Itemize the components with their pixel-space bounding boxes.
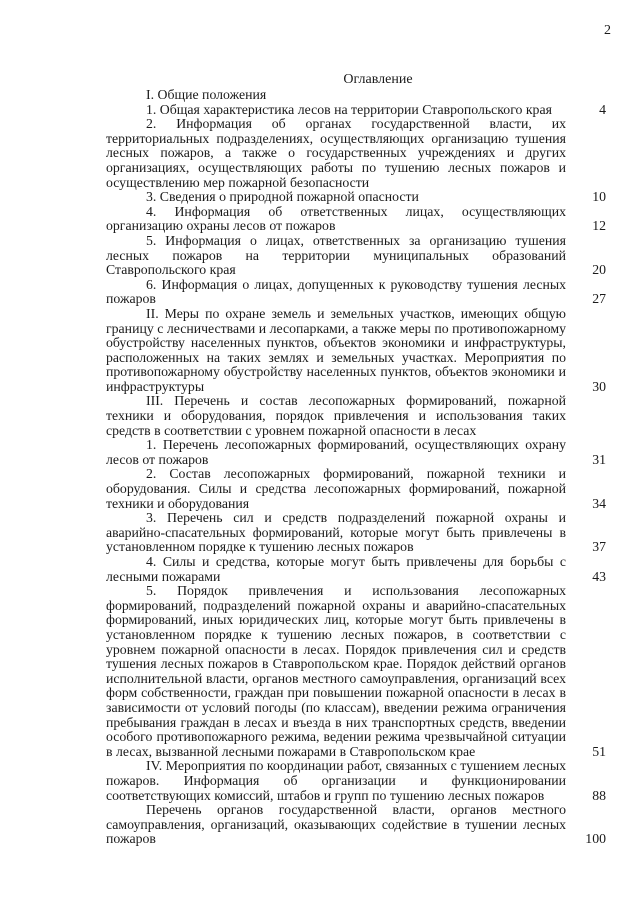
toc-entry (106, 394, 606, 438)
page-number: 2 (604, 23, 611, 38)
toc-entry-text: 2. Информация об органах государственной власти, их территориальных подразделениях, осуществляющих организацию тушения лесных пожаров, а также о государственных учреждениях и других организациях, осуществляющих работы по тушению лесных пожаров и осуществлению мер пожарной безопасности (106, 116, 566, 190)
toc-entry-text: 4. Информация об ответственных лицах, осуществляющих организацию охраны лесов от пожаров (106, 203, 566, 234)
toc-entry (106, 438, 606, 467)
toc-entry-page: 4 (599, 101, 606, 117)
toc-entry (106, 278, 606, 307)
toc-entry-text: 5. Порядок привлечения и использования лесопожарных формирований, подразделений пожарной охраны и аварийно-спасательных формирований, иных юридических лиц, которые могут быть привлечены в установленном порядке к тушению лесных пожаров, в соответствии с уровнем пожарной опасности в лесах. Порядок привлечения сил и средств тушения лесных пожаров в Ставропольском крае. Порядок действий органов исполнительной власти, органов местного самоуправления, организаций всех форм собственности, граждан при повышении пожарной опасности в лесах в зависимости от условий погоды (по классам), введении режима ограничения пребывания граждан в лесах и въезда в них транспортных средств, введении особого противопожарного режима, ведении режима чрезвычайной ситуации в лесах, вызванной лесными пожарами в Ставропольском крае (106, 583, 566, 759)
toc-entry (106, 759, 606, 803)
toc-entry (106, 117, 606, 190)
toc-entry-page: 34 (592, 495, 606, 511)
toc-title: Оглавление (343, 72, 413, 87)
toc-entry-page: 10 (592, 189, 606, 205)
table-of-contents (106, 88, 606, 847)
toc-entry-text: 1. Общая характеристика лесов на территории Ставропольского края (146, 101, 552, 117)
toc-entry (106, 234, 606, 278)
toc-entry-page: 43 (592, 568, 606, 584)
toc-entry-page: 27 (592, 291, 606, 307)
toc-entry-page: 20 (592, 262, 606, 278)
toc-entry-text: 2. Состав лесопожарных формирований, пожарной техники и оборудования. Силы и средства лесопожарных формирований, пожарной техники и оборудования (106, 466, 566, 511)
toc-entry-text: 3. Перечень сил и средств подразделений пожарной охраны и аварийно-спасательных формирований, которые могут быть привлечены в установленном порядке к тушению лесных пожаров (106, 510, 566, 555)
toc-entry (106, 205, 606, 234)
toc-entry-page: 30 (592, 378, 606, 394)
toc-entry-page: 100 (585, 831, 606, 847)
toc-entry-text: 5. Информация о лицах, ответственных за организацию тушения лесных пожаров на территории муниципальных образований Ставропольского края (106, 232, 566, 278)
toc-entry (106, 307, 606, 395)
toc-entry (106, 103, 606, 118)
toc-entry (106, 190, 606, 205)
toc-entry-text: II. Меры по охране земель и земельных участков, имеющих общую границу с лесничествами и лесопарками, а также меры по противопожарному обустройству населенных пунктов, объектов экономики и инфраструктуры, расположенных на таких землях и земельных участках. Мероприятия по противопожарному обустройству населенных пунктов, объектов экономики и инфраструктуры (106, 305, 566, 394)
toc-entry-text: III. Перечень и состав лесопожарных формирований, пожарной техники и оборудования, порядок привлечения и использования таких средств в соответствии с уровнем пожарной опасности в лесах (106, 393, 566, 438)
toc-entry-page: 12 (592, 218, 606, 234)
toc-entry (106, 555, 606, 584)
toc-entry (106, 88, 606, 103)
toc-entry-page: 31 (592, 451, 606, 467)
toc-entry-text: Перечень органов государственной власти, органов местного самоуправления, организаций, оказывающих содействие в тушении лесных пожаров (106, 802, 566, 847)
toc-entry (106, 511, 606, 555)
toc-entry (106, 584, 606, 759)
toc-entry-text: IV. Мероприятия по координации работ, связанных с тушением лесных пожаров. Информация об организации и функционировании соответствующих комиссий, штабов и групп по тушению лесных пожаров (106, 758, 566, 803)
toc-entry-text: 1. Перечень лесопожарных формирований, осуществляющих охрану лесов от пожаров (106, 437, 566, 467)
toc-entry-text: 6. Информация о лицах, допущенных к руководству тушения лесных пожаров (106, 276, 566, 307)
toc-entry (106, 467, 606, 511)
toc-entry-text: 3. Сведения о природной пожарной опасности (146, 189, 419, 205)
toc-entry-page: 37 (592, 539, 606, 555)
toc-entry-page: 51 (592, 743, 606, 759)
toc-entry-text: I. Общие положения (146, 87, 267, 102)
toc-entry-text: 4. Силы и средства, которые могут быть привлечены для борьбы с лесными пожарами (106, 554, 566, 584)
toc-entry-page: 88 (592, 787, 606, 803)
toc-entry (106, 803, 606, 847)
